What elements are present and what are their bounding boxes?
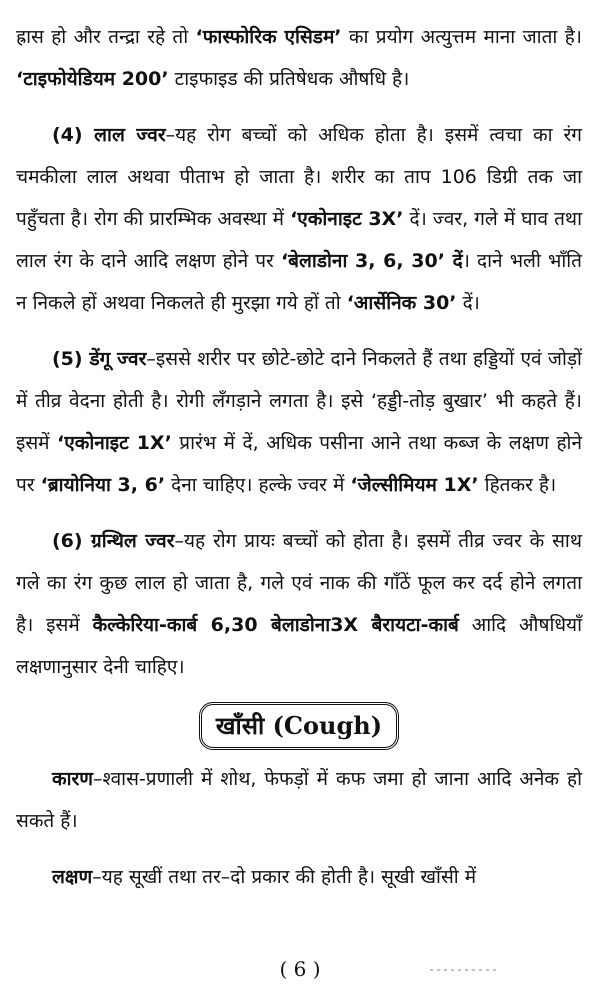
paragraph-scarlet-fever xyxy=(16,114,582,324)
text: दें। ज्वर, गले में घाव तथा लाल रंग के दाने आदि लक्षण होने पर xyxy=(16,208,582,272)
paragraph-typhoid-continued xyxy=(16,16,582,100)
text: दें। xyxy=(456,292,480,314)
text: । दाने भली भाँति न निकले हों अथवा निकलते ही मुरझा गये हों तो xyxy=(16,250,582,314)
text: –यह सूखीं तथा तर–दो प्रकार की होती है। सूखी खाँसी में xyxy=(92,866,477,888)
text: ह्रास हो और तन्द्रा रहे तो xyxy=(16,26,196,48)
paragraph-cough-symptoms xyxy=(16,856,582,898)
text: –इससे शरीर पर छोटे-छोटे दाने निकलते हैं तथा हड्डियों एवं जोड़ों में तीव्र वेदना होती है। रोगी लँगड़ाने लगता है। इसे ‘हड्डी-तोड़ बुखार’ भी कहते हैं। इसमें xyxy=(16,348,582,454)
remedy-name: ‘बेलाडोना 3, 6, 30’ दें xyxy=(280,250,463,272)
text: प्रारंभ में दें, अधिक पसीना आने तथा कब्ज के लक्षण होने पर xyxy=(16,432,583,496)
section-title: (5) डेंगू ज्वर xyxy=(52,348,147,370)
text: –यह रोग बच्चों को अधिक होता है। इसमें त्वचा का रंग चमकीला लाल अथवा पीताभ हो जाता है। शरीर का ताप 106 डिग्री तक जा पहुँचता है। रोग की प्रारम्भिक अवस्था में xyxy=(16,124,582,230)
scan-speck xyxy=(430,969,500,971)
page-number: ( 6 ) xyxy=(279,957,321,981)
subsection-title: लक्षण xyxy=(52,866,93,888)
remedy-name: ‘टाइफोयेडियम 200’ xyxy=(16,68,169,90)
text: देना चाहिए। हल्के ज्वर में xyxy=(165,474,351,496)
text: –श्वास-प्रणाली में शोथ, फेफड़ों में कफ जमा हो जाना आदि अनेक हो सकते हैं। xyxy=(16,768,582,832)
text: –यह रोग प्रायः बच्चों को होता है। इसमें तीव्र ज्वर के साथ गले का रंग कुछ लाल हो जाता है, गले एवं नाक की गाँठें फूल कर दर्द होने लगता है। इसमें xyxy=(16,530,582,636)
text: टाइफाइड की प्रतिषेधक औषधि है। xyxy=(168,68,410,90)
section-heading-wrap xyxy=(16,702,582,750)
text: आदि औषधियाँ लक्षणानुसार देनी चाहिए। xyxy=(16,614,582,678)
section-title: (4) लाल ज्वर xyxy=(52,124,166,146)
text: का प्रयोग अत्युत्तम माना जाता है। xyxy=(341,26,582,48)
paragraph-dengue-fever xyxy=(16,338,582,506)
remedy-name: कैल्केरिया-कार्ब 6,30 बेलाडोना3X बैरायटा-कार्ब xyxy=(92,614,459,636)
section-heading-cough: खाँसी (Cough) xyxy=(199,702,399,750)
paragraph-glandular-fever xyxy=(16,520,582,688)
remedy-name: ‘एकोनाइट 1X’ xyxy=(57,432,172,454)
remedy-name: ‘एकोनाइट 3X’ xyxy=(290,208,404,230)
paragraph-cough-cause xyxy=(16,758,582,842)
remedy-name: ‘जेल्सीमियम 1X’ xyxy=(350,474,479,496)
section-title: (6) ग्रन्थिल ज्वर xyxy=(52,530,175,552)
text: हितकर है। xyxy=(478,474,557,496)
subsection-title: कारण xyxy=(52,768,94,790)
remedy-name: ‘ब्रायोनिया 3, 6’ xyxy=(40,474,166,496)
remedy-name: ‘आर्सेनिक 30’ xyxy=(346,292,457,314)
remedy-name: ‘फास्फोरिक एसिडम’ xyxy=(195,26,342,48)
